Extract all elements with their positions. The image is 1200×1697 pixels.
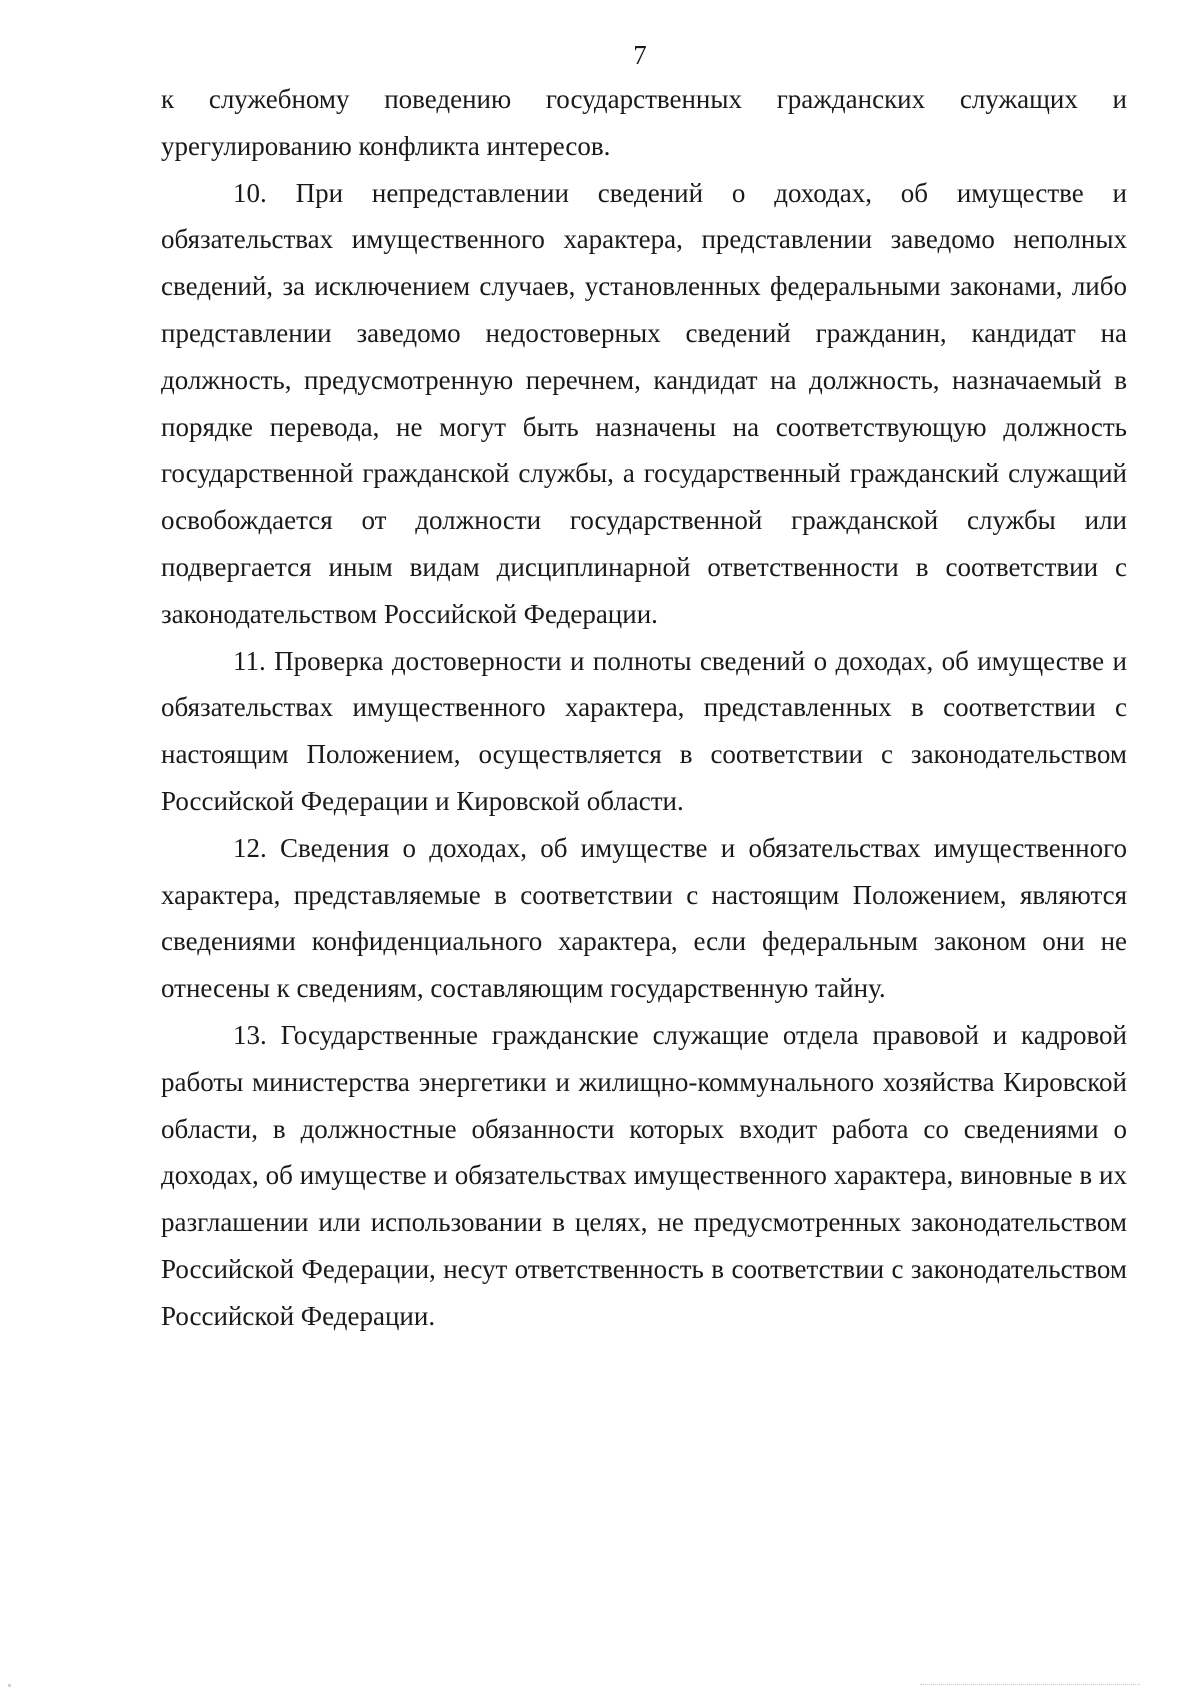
- paragraph-continuation: к служебному поведению государственных гражданских служащих и урегулированию конфликта интересов.: [161, 84, 1127, 161]
- document-body: [161, 76, 1127, 1340]
- page-number: 7: [633, 40, 647, 70]
- paragraph-item-13: 13. Государственные гражданские служащие отдела правовой и кадровой работы министерства энергетики и жилищно-коммунального хозяйства Кировской области, в должностные обязанности которых входит работа со сведениями о доходах, об имуществе и обязательствах имущественного характера, виновные в их разглашении или использовании в целях, не предусмотренных законодательством Российской Федерации, несут ответственность в соответствии с законодательством Российской Федерации.: [161, 1019, 1127, 1331]
- paragraph-item-10: 10. При непредставлении сведений о доходах, об имуществе и обязательствах имущественного характера, представлении заведомо неполных сведений, за исключением случаев, установленных федеральными законами, либо представлении заведомо недостоверных сведений гражданин, кандидат на должность, предусмотренную перечнем, кандидат на должность, назначаемый в порядке перевода, не могут быть назначены на соответствующую должность государственной гражданской службы, а государственный гражданский служащий освобождается от должности государственной гражданской службы или подвергается иным видам дисциплинарной ответственности в соответствии с законодательством Российской Федерации.: [161, 177, 1127, 629]
- paragraph-item-12: 12. Сведения о доходах, об имуществе и обязательствах имущественного характера, представляемые в соответствии с настоящим Положением, являются сведениями конфиденциального характера, если федеральным законом они не отнесены к сведениям, составляющим государственную тайну.: [161, 832, 1127, 1004]
- scan-speck: [8, 1684, 11, 1687]
- scan-footer-marks: [920, 1680, 1140, 1685]
- paragraph-item-11: 11. Проверка достоверности и полноты сведений о доходах, об имуществе и обязательствах имущественного характера, представленных в соответствии с настоящим Положением, осуществляется в соответствии с законодательством Российской Федерации и Кировской области.: [161, 645, 1127, 816]
